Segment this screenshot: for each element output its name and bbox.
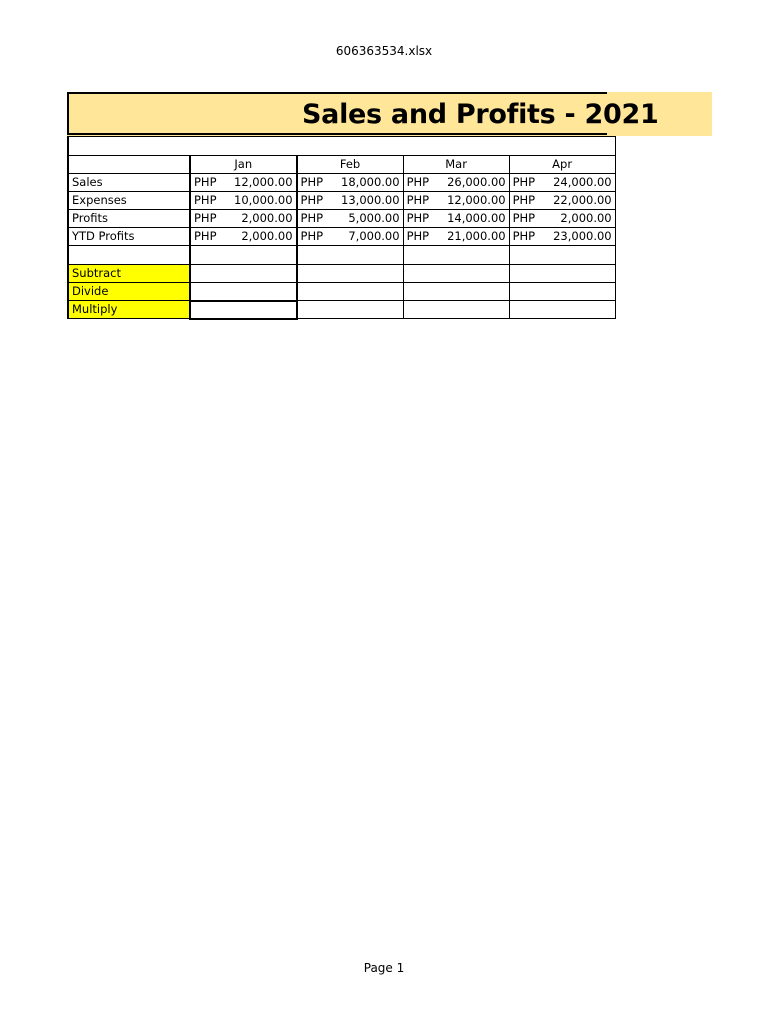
empty-cell[interactable] [190, 283, 297, 301]
currency-cell[interactable]: PHP [403, 174, 432, 192]
empty-cell[interactable] [68, 156, 190, 174]
row-label[interactable]: Sales [68, 174, 190, 192]
amount-cell[interactable]: 22,000.00 [538, 192, 615, 210]
selected-cell[interactable] [190, 301, 297, 319]
month-header-feb[interactable]: Feb [297, 156, 404, 174]
page-number-footer: Page 1 [363, 961, 405, 975]
currency-cell[interactable]: PHP [509, 192, 538, 210]
empty-cell[interactable] [68, 137, 615, 156]
amount-cell[interactable]: 24,000.00 [538, 174, 615, 192]
amount-cell[interactable]: 21,000.00 [432, 228, 509, 246]
empty-cell[interactable] [190, 246, 297, 265]
currency-cell[interactable]: PHP [190, 228, 220, 246]
empty-cell[interactable] [403, 246, 509, 265]
amount-cell[interactable]: 2,000.00 [538, 210, 615, 228]
currency-cell[interactable]: PHP [190, 174, 220, 192]
empty-cell[interactable] [509, 246, 615, 265]
operation-label-multiply[interactable]: Multiply [68, 301, 190, 319]
currency-cell[interactable]: PHP [297, 174, 327, 192]
amount-cell[interactable]: 7,000.00 [326, 228, 403, 246]
operation-row [68, 283, 615, 301]
empty-cell[interactable] [403, 283, 509, 301]
empty-cell[interactable] [297, 246, 404, 265]
amount-cell[interactable]: 26,000.00 [432, 174, 509, 192]
currency-cell[interactable]: PHP [297, 228, 327, 246]
blank-row [68, 137, 615, 156]
amount-cell[interactable]: 5,000.00 [326, 210, 403, 228]
table-row [68, 228, 615, 246]
table-row [68, 174, 615, 192]
table-row [68, 210, 615, 228]
file-name-header: 606363534.xlsx [335, 44, 433, 58]
currency-cell[interactable]: PHP [509, 228, 538, 246]
row-label[interactable]: Profits [68, 210, 190, 228]
month-header-apr[interactable]: Apr [509, 156, 615, 174]
title-cell[interactable] [67, 92, 659, 135]
month-header-row [68, 156, 615, 174]
sheet-title: Sales and Profits - 2021 [302, 99, 659, 130]
amount-cell[interactable]: 10,000.00 [220, 192, 297, 210]
amount-cell[interactable]: 13,000.00 [326, 192, 403, 210]
empty-cell[interactable] [190, 265, 297, 283]
currency-cell[interactable]: PHP [190, 192, 220, 210]
currency-cell[interactable]: PHP [509, 210, 538, 228]
amount-cell[interactable]: 23,000.00 [538, 228, 615, 246]
empty-cell[interactable] [297, 283, 404, 301]
empty-cell[interactable] [403, 265, 509, 283]
operation-label-subtract[interactable]: Subtract [68, 265, 190, 283]
month-header-mar[interactable]: Mar [403, 156, 509, 174]
amount-cell[interactable]: 18,000.00 [326, 174, 403, 192]
spreadsheet-table [67, 136, 616, 320]
operation-row [68, 301, 615, 319]
currency-cell[interactable]: PHP [190, 210, 220, 228]
currency-cell[interactable]: PHP [297, 210, 327, 228]
amount-cell[interactable]: 12,000.00 [432, 192, 509, 210]
blank-row [68, 246, 615, 265]
amount-cell[interactable]: 2,000.00 [220, 228, 297, 246]
currency-cell[interactable]: PHP [403, 210, 432, 228]
currency-cell[interactable]: PHP [403, 192, 432, 210]
amount-cell[interactable]: 14,000.00 [432, 210, 509, 228]
empty-cell[interactable] [297, 265, 404, 283]
table-row [68, 192, 615, 210]
empty-cell[interactable] [403, 301, 509, 319]
month-header-jan[interactable]: Jan [190, 156, 297, 174]
currency-cell[interactable]: PHP [297, 192, 327, 210]
currency-cell[interactable]: PHP [403, 228, 432, 246]
amount-cell[interactable]: 12,000.00 [220, 174, 297, 192]
empty-cell[interactable] [509, 301, 615, 319]
row-label[interactable]: Expenses [68, 192, 190, 210]
currency-cell[interactable]: PHP [509, 174, 538, 192]
row-label[interactable]: YTD Profits [68, 228, 190, 246]
operation-row [68, 265, 615, 283]
empty-cell[interactable] [297, 301, 404, 319]
empty-cell[interactable] [68, 246, 190, 265]
empty-cell[interactable] [509, 265, 615, 283]
empty-cell[interactable] [509, 283, 615, 301]
amount-cell[interactable]: 2,000.00 [220, 210, 297, 228]
operation-label-divide[interactable]: Divide [68, 283, 190, 301]
